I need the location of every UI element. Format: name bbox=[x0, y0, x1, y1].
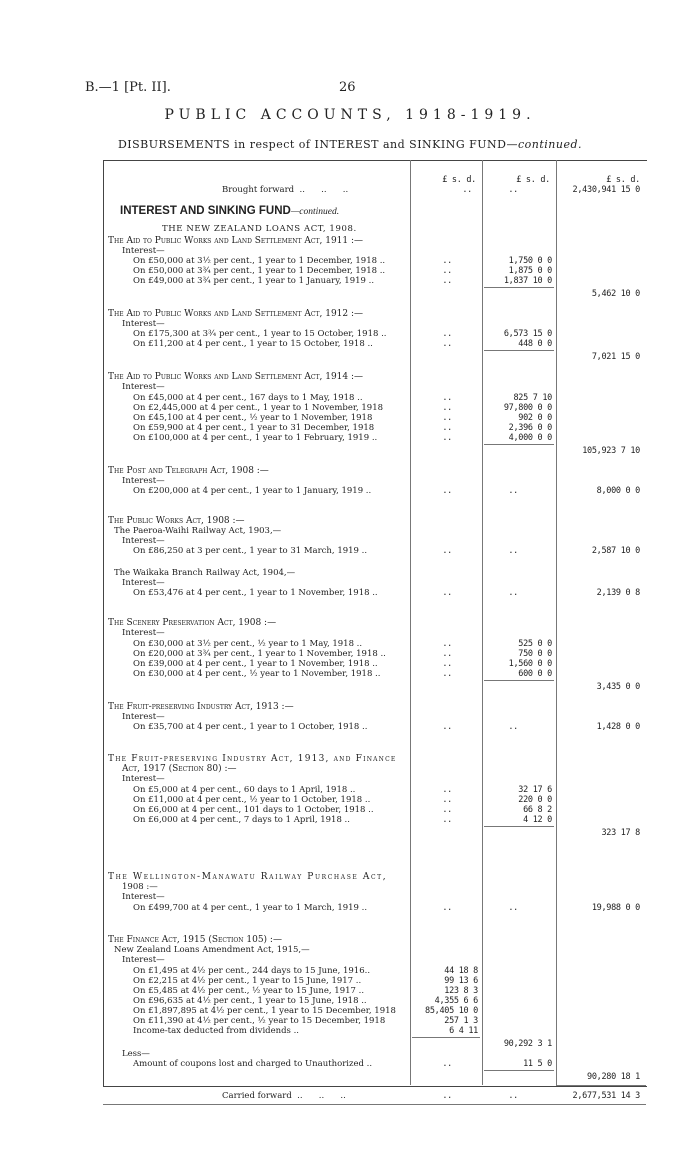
fin7-c1: 6 4 11 bbox=[449, 1026, 478, 1036]
l-1914-4-c2: 2,396 0 0 bbox=[508, 423, 552, 433]
l-1911-1-c1: .. bbox=[442, 256, 452, 266]
ff4-c1: .. bbox=[442, 815, 452, 825]
sc1-c1: .. bbox=[442, 639, 452, 649]
subtotal-rule bbox=[484, 287, 554, 288]
subtotal-rule bbox=[412, 1037, 480, 1038]
subtotal-rule bbox=[484, 1070, 554, 1071]
col3-header: £ s. d. bbox=[606, 175, 640, 185]
fin-line-7: Income-tax deducted from dividends .. bbox=[133, 1026, 300, 1036]
waikaka-total: 2,139 0 8 bbox=[596, 588, 640, 598]
pw1-c1: .. bbox=[442, 546, 452, 556]
l-1914-5-c1: .. bbox=[442, 433, 452, 443]
public-works-title: The Public Works Act, 1908 :— bbox=[108, 516, 245, 526]
l-1911-2-c1: .. bbox=[442, 266, 452, 276]
post-telegraph-total: 8,000 0 0 bbox=[596, 486, 640, 496]
ff-line-3: On £6,000 at 4 per cent., 101 days to 1 October, 1918 .. bbox=[133, 805, 374, 815]
fruit-finance-title-1: The Fruit-preserving Industry Act, 1913, and Finance bbox=[108, 754, 397, 764]
column-rule-3 bbox=[556, 160, 557, 1085]
fin-line-2: On £2,215 at 4½ per cent., 1 year to 15 June, 1917 .. bbox=[133, 976, 362, 986]
interest-label: Interest— bbox=[122, 246, 165, 256]
line-1912-1: On £175,300 at 3¾ per cent., 1 year to 15 October, 1918 .. bbox=[133, 329, 387, 339]
less-c2: 11 5 0 bbox=[523, 1059, 552, 1069]
sc2-c1: .. bbox=[442, 649, 452, 659]
sc1-c2: 525 0 0 bbox=[518, 639, 552, 649]
pw2-c1: .. bbox=[442, 588, 452, 598]
section-1912-title: The Aid to Public Works and Land Settlement Act, 1912 :— bbox=[108, 309, 364, 319]
pt-c1: .. bbox=[442, 486, 452, 496]
post-telegraph-line: On £200,000 at 4 per cent., 1 year to 1 January, 1919 .. bbox=[133, 486, 372, 496]
line-1912-2: On £11,200 at 4 per cent., 1 year to 15 October, 1918 .. bbox=[133, 339, 373, 349]
scenery-line-1: On £30,000 at 3½ per cent., ½ year to 1 May, 1918 .. bbox=[133, 639, 363, 649]
fin-line-4: On £96,635 at 4½ per cent., 1 year to 15 June, 1918 .. bbox=[133, 996, 367, 1006]
waikaka-line: On £53,476 at 4 per cent., 1 year to 1 November, 1918 .. bbox=[133, 588, 378, 598]
interest-label: Interest— bbox=[122, 774, 165, 784]
l-1911-3-c1: .. bbox=[442, 276, 452, 286]
l-1914-4-c1: .. bbox=[442, 423, 452, 433]
interest-label: Interest— bbox=[122, 536, 165, 546]
column-rule-2 bbox=[482, 160, 483, 1085]
section-1914-total: 105,923 7 10 bbox=[582, 446, 640, 456]
fin1-c1: 44 18 8 bbox=[444, 966, 478, 976]
line-1914-1: On £45,000 at 4 per cent., 167 days to 1 May, 1918 .. bbox=[133, 393, 363, 403]
fruit-line: On £35,700 at 4 per cent., 1 year to 1 October, 1918 .. bbox=[133, 722, 368, 732]
interest-label: Interest— bbox=[122, 955, 165, 965]
fin-line-1: On £1,495 at 4½ per cent., 244 days to 15 June, 1916.. bbox=[133, 966, 371, 976]
interest-label: Interest— bbox=[122, 712, 165, 722]
fin-line-3: On £5,485 at 4½ per cent., ½ year to 15 June, 1917 .. bbox=[133, 986, 365, 996]
wellington-title-2: 1908 :— bbox=[122, 882, 158, 892]
bf-col2: .. bbox=[508, 185, 518, 195]
ff3-c2: 66 8 2 bbox=[523, 805, 552, 815]
scenery-line-3: On £39,000 at 4 per cent., 1 year to 1 November, 1918 .. bbox=[133, 659, 378, 669]
page-title: PUBLIC ACCOUNTS, 1918-1919. bbox=[164, 107, 536, 123]
line-1911-3: On £49,000 at 3¾ per cent., 1 year to 1 January, 1919 .. bbox=[133, 276, 375, 286]
finance-title: The Finance Act, 1915 (Section 105) :— bbox=[108, 935, 282, 945]
carried-forward-label: Carried forward .. .. .. bbox=[222, 1091, 346, 1101]
l-1911-3-c2: 1,837 10 0 bbox=[503, 276, 552, 286]
bottom-rule bbox=[103, 1104, 646, 1105]
pw2-c2: .. bbox=[508, 588, 518, 598]
fin2-c1: 99 13 6 bbox=[444, 976, 478, 986]
ff-line-2: On £11,000 at 4 per cent., ½ year to 1 October, 1918 .. bbox=[133, 795, 371, 805]
pw1-c2: .. bbox=[508, 546, 518, 556]
fin6-c1: 257 1 3 bbox=[444, 1016, 478, 1026]
ff3-c1: .. bbox=[442, 805, 452, 815]
line-1911-2: On £50,000 at 3¾ per cent., 1 year to 1 December, 1918 .. bbox=[133, 266, 386, 276]
paeroa-line: On £86,250 at 3 per cent., 1 year to 31 March, 1919 .. bbox=[133, 546, 368, 556]
page-subtitle: DISBURSEMENTS in respect of INTEREST and SINKING FUND—continued. bbox=[117, 138, 583, 151]
brought-forward-label: Brought forward .. .. .. bbox=[222, 185, 349, 195]
ff2-c1: .. bbox=[442, 795, 452, 805]
ff1-c1: .. bbox=[442, 785, 452, 795]
post-telegraph-title: The Post and Telegraph Act, 1908 :— bbox=[108, 466, 269, 476]
scenery-line-4: On £30,000 at 4 per cent., ½ year to 1 November, 1918 .. bbox=[133, 669, 381, 679]
section-1911-total: 5,462 10 0 bbox=[591, 289, 640, 299]
less-label: Less— bbox=[122, 1049, 150, 1059]
fruit-total: 1,428 0 0 bbox=[596, 722, 640, 732]
waikaka-railway: The Waikaka Branch Railway Act, 1904,— bbox=[114, 568, 296, 578]
ff-line-1: On £5,000 at 4 per cent., 60 days to 1 April, 1918 .. bbox=[133, 785, 356, 795]
l-1911-2-c2: 1,875 0 0 bbox=[508, 266, 552, 276]
l-1914-2-c2: 97,800 0 0 bbox=[503, 403, 552, 413]
paeroa-railway: The Paeroa-Waihi Railway Act, 1903,— bbox=[114, 526, 282, 536]
subtotal-rule bbox=[484, 444, 554, 445]
ff1-c2: 32 17 6 bbox=[518, 785, 552, 795]
line-1914-3: On £45,100 at 4 per cent., ½ year to 1 November, 1918 bbox=[133, 413, 373, 423]
scenery-total: 3,435 0 0 bbox=[596, 682, 640, 692]
cf-c1: .. bbox=[442, 1091, 452, 1101]
subtotal-rule bbox=[484, 826, 554, 827]
less-line: Amount of coupons lost and charged to Unauthorized .. bbox=[133, 1059, 373, 1069]
l-1914-1-c2: 825 7 10 bbox=[513, 393, 552, 403]
ff2-c2: 220 0 0 bbox=[518, 795, 552, 805]
l-1914-3-c1: .. bbox=[442, 413, 452, 423]
wm-c1: .. bbox=[442, 903, 452, 913]
ff4-c2: 4 12 0 bbox=[523, 815, 552, 825]
fruit-finance-title-2: Act, 1917 (Section 80) :— bbox=[122, 764, 237, 774]
subtotal-rule bbox=[484, 680, 554, 681]
line-1914-5: On £100,000 at 4 per cent., 1 year to 1 February, 1919 .. bbox=[133, 433, 378, 443]
scenery-line-2: On £20,000 at 3¾ per cent., 1 year to 1 November, 1918 .. bbox=[133, 649, 386, 659]
l-1914-2-c1: .. bbox=[442, 403, 452, 413]
fr-c2: .. bbox=[508, 722, 518, 732]
l-1912-1-c1: .. bbox=[442, 329, 452, 339]
line-1914-4: On £59,900 at 4 per cent., 1 year to 31 December, 1918 bbox=[133, 423, 375, 433]
sc2-c2: 750 0 0 bbox=[518, 649, 552, 659]
total-rule bbox=[556, 1085, 646, 1086]
finance-total: 90,280 18 1 bbox=[587, 1072, 640, 1082]
line-1914-2: On £2,445,000 at 4 per cent., 1 year to 1 November, 1918 bbox=[133, 403, 384, 413]
fin4-c1: 4,355 6 6 bbox=[434, 996, 478, 1006]
fin-line-6: On £11,390 at 4½ per cent., ½ year to 15 December, 1918 bbox=[133, 1016, 386, 1026]
l-1914-3-c2: 902 0 0 bbox=[518, 413, 552, 423]
l-1912-2-c2: 448 0 0 bbox=[518, 339, 552, 349]
fin5-c1: 85,405 10 0 bbox=[425, 1006, 478, 1016]
l-1912-2-c1: .. bbox=[442, 339, 452, 349]
sc3-c1: .. bbox=[442, 659, 452, 669]
section-1911-title: The Aid to Public Works and Land Settlement Act, 1911 :— bbox=[108, 236, 364, 246]
section-1912-total: 7,021 15 0 bbox=[591, 352, 640, 362]
bf-col1: .. bbox=[462, 185, 472, 195]
interest-label: Interest— bbox=[122, 319, 165, 329]
act-heading: THE NEW ZEALAND LOANS ACT, 1908. bbox=[162, 224, 357, 234]
wellington-total: 19,988 0 0 bbox=[591, 903, 640, 913]
interest-label: Interest— bbox=[122, 892, 165, 902]
sc3-c2: 1,560 0 0 bbox=[508, 659, 552, 669]
wellington-line: On £499,700 at 4 per cent., 1 year to 1 March, 1919 .. bbox=[133, 903, 368, 913]
page-number: 26 bbox=[339, 80, 356, 95]
fr-c1: .. bbox=[442, 722, 452, 732]
wm-c2: .. bbox=[508, 903, 518, 913]
carried-forward-total: 2,677,531 14 3 bbox=[572, 1091, 640, 1101]
section-1914-title: The Aid to Public Works and Land Settlement Act, 1914 :— bbox=[108, 372, 364, 382]
brought-forward-total: 2,430,941 15 0 bbox=[572, 185, 640, 195]
pt-c2: .. bbox=[508, 486, 518, 496]
l-1914-1-c1: .. bbox=[442, 393, 452, 403]
line-1911-1: On £50,000 at 3½ per cent., 1 year to 1 December, 1918 .. bbox=[133, 256, 386, 266]
fruit-finance-total: 323 17 8 bbox=[601, 828, 640, 838]
less-c1: .. bbox=[442, 1059, 452, 1069]
fin3-c1: 123 8 3 bbox=[444, 986, 478, 996]
l-1911-1-c2: 1,750 0 0 bbox=[508, 256, 552, 266]
subtotal-rule bbox=[484, 350, 554, 351]
fin-line-5: On £1,897,895 at 4½ per cent., 1 year to 15 December, 1918 bbox=[133, 1006, 396, 1016]
sc4-c2: 600 0 0 bbox=[518, 669, 552, 679]
document-reference: B.—1 [Pt. II]. bbox=[85, 80, 171, 95]
scenery-title: The Scenery Preservation Act, 1908 :— bbox=[108, 618, 277, 628]
col2-header: £ s. d. bbox=[516, 175, 550, 185]
cf-c2: .. bbox=[508, 1091, 518, 1101]
fruit-title: The Fruit-preserving Industry Act, 1913 :— bbox=[108, 702, 294, 712]
interest-label: Interest— bbox=[122, 382, 165, 392]
interest-label: Interest— bbox=[122, 476, 165, 486]
col1-header: £ s. d. bbox=[442, 175, 476, 185]
l-1914-5-c2: 4,000 0 0 bbox=[508, 433, 552, 443]
finance-sub: New Zealand Loans Amendment Act, 1915,— bbox=[114, 945, 310, 955]
finance-subtotal: 90,292 3 1 bbox=[503, 1039, 552, 1049]
l-1912-1-c2: 6,573 15 0 bbox=[503, 329, 552, 339]
sc4-c1: .. bbox=[442, 669, 452, 679]
section-heading: INTEREST AND SINKING FUND—continued. bbox=[120, 205, 340, 217]
interest-label: Interest— bbox=[122, 578, 165, 588]
column-rule-1 bbox=[410, 160, 411, 1085]
interest-label: Interest— bbox=[122, 628, 165, 638]
wellington-title-1: The Wellington-Manawatu Railway Purchase Act, bbox=[108, 872, 388, 882]
ff-line-4: On £6,000 at 4 per cent., 7 days to 1 April, 1918 .. bbox=[133, 815, 350, 825]
paeroa-total: 2,587 10 0 bbox=[591, 546, 640, 556]
